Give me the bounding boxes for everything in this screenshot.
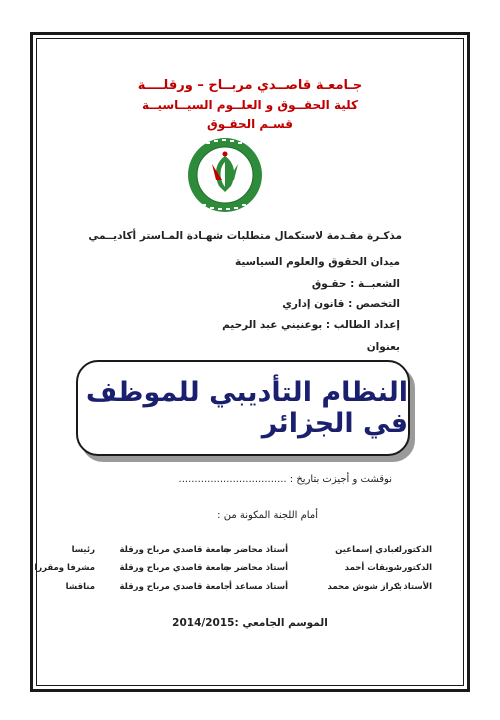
university-name: جـامعـة قاصــدي مربــاح – ورقلــــة [137,78,363,93]
memo-description: مذكـرة مقـدمة لاستكمال متطلبات شهـادة المـاستر أكاديــمي [88,230,402,242]
member-name: لعبادي إسماعين [335,545,402,555]
defense-date: نوقشت و أجيزت بتاريخ : .................................. [178,474,392,485]
student-line: إعداد الطالب : بوعنيني عبد الرحيم [222,319,400,331]
university-logo-icon [186,136,264,214]
member-rank: أستاذ مساعد أ [229,582,288,592]
academic-year: الموسم الجامعي :2014/2015 [172,617,328,629]
specialty-line: التخصص : قانون إداري [282,298,400,310]
member-university: جامعة قاصدي مرباح ورقلة [119,582,230,592]
member-name: سويقات أحمد [344,563,402,573]
member-university: جامعة قاصدي مرباح ورقلة [119,563,230,573]
committee-row [0,582,500,596]
faculty-name: كلية الحقــوق و العلــوم السيــاسيــة [141,98,358,112]
member-title: الدكتور : [395,545,432,555]
member-rank: أستاذ محاضر ب [223,563,288,573]
member-role: مناقشا [65,582,95,592]
member-name: بكراز شوش محمد [327,582,402,592]
member-role: مشرفا ومقررا [34,563,95,573]
member-rank: أستاذ محاضر ب [223,545,288,555]
committee-row [0,545,500,559]
member-role: رئيسا [71,545,95,555]
committee-header: أمام اللجنة المكونة من : [217,510,318,521]
member-title: الدكتور : [395,563,432,573]
field-domain: ميدان الحقوق والعلوم السياسية [234,256,400,268]
committee-row [0,563,500,577]
thesis-title: النظام التأديبي للموظف في الجزائر [85,377,408,439]
title-label: بعنوان [366,341,400,353]
department-name: قسـم الحقـوق [206,117,293,131]
branch-line: الشعبــة : حقـوق [311,278,400,290]
thesis-title-box [76,360,410,456]
member-university: جامعة قاصدي مرباح ورقلة [119,545,230,555]
member-title: الأستاذ : [397,582,432,592]
